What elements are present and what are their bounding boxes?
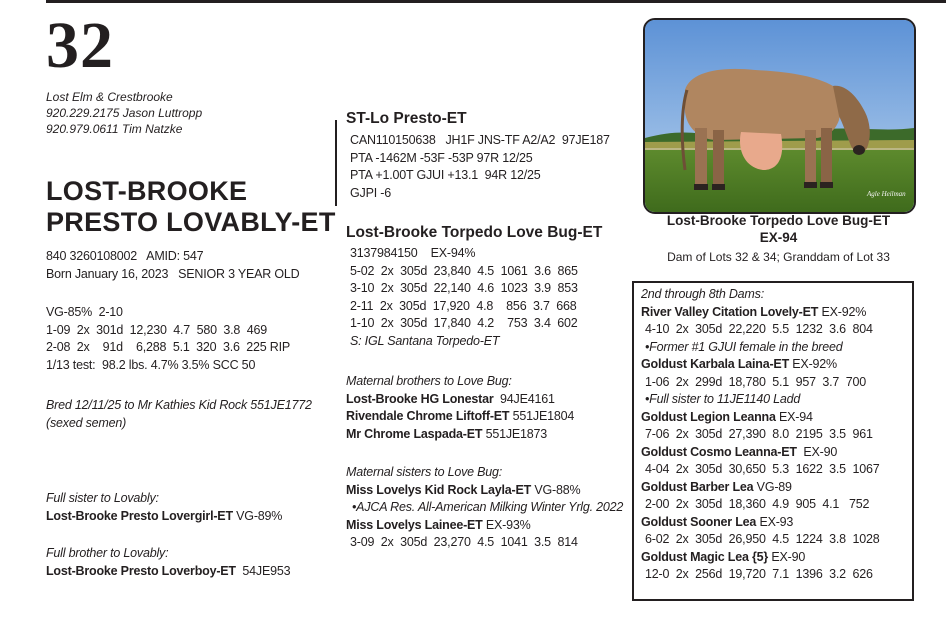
dam-name: Goldust Legion Leanna (641, 409, 776, 424)
photo-caption (643, 212, 914, 246)
sire-info (350, 132, 610, 202)
pedigree-bracket (335, 120, 337, 206)
dam-entry (641, 356, 913, 374)
top-rule (46, 0, 946, 3)
dam-record: 2-00 2x 305d 18,360 4.9 905 4.1 752 (645, 497, 870, 511)
sister-note: •AJCA Res. All-American Milking Winter Yrlg. 2022 (352, 500, 624, 514)
sister-record: 3-09 2x 305d 23,270 4.5 1041 3.5 814 (350, 535, 578, 549)
dam-name: Lost-Brooke Torpedo Love Bug-ET (346, 224, 603, 241)
classification: VG-85% 2-10 (46, 305, 123, 319)
brother-name: Mr Chrome Laspada-ET (346, 426, 483, 441)
sire-line: PTA -1462M -53F -53P 97R 12/25 (350, 150, 533, 165)
dam-record: 1-06 2x 299d 18,780 5.1 957 3.7 700 (645, 374, 866, 389)
animal-id-block (46, 248, 300, 283)
dam-entry (641, 549, 913, 567)
dam-name: Goldust Barber Lea (641, 479, 754, 494)
full-brother-block (46, 545, 290, 580)
animal-name-line-1: LOST-BROOKE (46, 176, 248, 206)
dam-record: 12-0 2x 256d 19,720 7.1 1396 3.2 626 (645, 567, 873, 581)
dam-record: 1-10 2x 305d 17,840 4.2 753 3.4 602 (350, 316, 578, 330)
brother-id: 551JE1804 (509, 409, 575, 423)
record-row: 1-09 2x 301d 12,230 4.7 580 3.8 469 (46, 322, 267, 337)
sister-score: EX-93% (482, 517, 531, 532)
caption-name: Lost-Brooke Torpedo Love Bug-ET (666, 213, 891, 228)
dam-score: EX-92% (818, 304, 867, 319)
sire-line: CAN110150638 JH1F JNS-TF A2/A2 97JE187 (350, 133, 610, 147)
sister-name: Miss Lovelys Lainee-ET (346, 517, 483, 532)
photo-signature: Agle Heilman (867, 190, 906, 198)
consignor-block (46, 89, 202, 137)
dam-record: 4-04 2x 305d 30,650 5.3 1622 3.5 1067 (645, 462, 880, 476)
dam-note: •Former #1 GJUI female in the breed (645, 339, 843, 354)
maternal-sisters-label: Maternal sisters to Love Bug: (346, 465, 503, 479)
animal-id: 840 3260108002 AMID: 547 (46, 249, 204, 263)
dam-name: River Valley Citation Lovely-ET (641, 304, 819, 319)
test-row: 1/13 test: 98.2 lbs. 4.7% 3.5% SCC 50 (46, 357, 256, 372)
sister-score: VG-88% (531, 482, 581, 497)
dam-score: EX-90 (768, 549, 806, 564)
breeding-info (46, 397, 312, 432)
dam-record: 4-10 2x 305d 22,220 5.5 1232 3.6 804 (645, 322, 873, 336)
dam-record: 5-02 2x 305d 23,840 4.5 1061 3.6 865 (350, 263, 578, 278)
cow-image (645, 20, 914, 212)
maternal-brothers-label: Maternal brothers to Love Bug: (346, 374, 512, 388)
animal-name (46, 176, 336, 238)
full-sister-label: Full sister to Lovably: (46, 491, 159, 505)
dam-id: 3137984150 EX-94% (350, 246, 476, 260)
sister-name: Miss Lovelys Kid Rock Layla-ET (346, 482, 532, 497)
production-records (46, 304, 290, 374)
caption-score: EX-94 (759, 230, 798, 245)
caption-note: Dam of Lots 32 & 34; Granddam of Lot 33 (667, 250, 890, 264)
maternal-brothers (346, 373, 574, 443)
dam-info (350, 245, 578, 350)
maternal-sisters (346, 464, 623, 552)
dam-score: EX-92% (789, 357, 837, 371)
consignor-phone-1: 920.229.2175 Jason Luttropp (46, 106, 203, 120)
dam-name: Goldust Magic Lea {5} (641, 549, 769, 564)
lot-number: 32 (46, 9, 114, 82)
dam-sire: S: IGL Santana Torpedo-ET (350, 333, 500, 348)
consignor-phone-2: 920.979.0611 Tim Natzke (46, 122, 183, 136)
dam-score: EX-93 (756, 514, 794, 529)
dams-header: 2nd through 8th Dams: (641, 287, 764, 301)
cow-photo (643, 18, 916, 214)
sire-name: ST-Lo Presto-ET (346, 110, 467, 127)
dam-note: •Full sister to 11JE1140 Ladd (645, 392, 801, 406)
animal-name-line-2: PRESTO LOVABLY-ET (46, 207, 336, 237)
full-sister-score: VG-89% (232, 508, 283, 523)
dam-record: 3-10 2x 305d 22,140 4.6 1023 3.9 853 (350, 281, 578, 295)
dam-entry (641, 514, 913, 532)
dam-entry (641, 444, 913, 462)
dams-list (641, 286, 913, 584)
dam-record: 7-06 2x 305d 27,390 8.0 2195 3.5 961 (645, 427, 873, 441)
full-brother-id: 54JE953 (235, 563, 291, 578)
bred-note: (sexed semen) (46, 415, 127, 430)
dam-entry (641, 409, 913, 427)
brother-id: 551JE1873 (482, 426, 548, 441)
sire-line: PTA +1.00T GJUI +13.1 94R 12/25 (350, 168, 541, 182)
birth-date: Born January 16, 2023 SENIOR 3 YEAR OLD (46, 266, 300, 281)
bred-line: Bred 12/11/25 to Mr Kathies Kid Rock 551JE1772 (46, 398, 312, 412)
full-sister-block (46, 490, 282, 525)
full-brother-label: Full brother to Lovably: (46, 546, 169, 560)
dam-entry (641, 304, 913, 322)
dam-score: EX-94 (775, 409, 813, 424)
dam-score: VG-89 (753, 479, 792, 494)
dam-score: EX-90 (796, 444, 838, 459)
full-sister-name: Lost-Brooke Presto Lovergirl-ET (46, 508, 233, 523)
dam-entry (641, 479, 913, 497)
dam-record: 6-02 2x 305d 26,950 4.5 1224 3.8 1028 (645, 532, 880, 546)
dam-record: 2-11 2x 305d 17,920 4.8 856 3.7 668 (350, 298, 577, 313)
dam-name: Goldust Sooner Lea (641, 514, 757, 529)
record-row: 2-08 2x 91d 6,288 5.1 320 3.6 225 RIP (46, 340, 291, 354)
brother-name: Rivendale Chrome Liftoff-ET (346, 409, 510, 423)
brother-id: 94JE4161 (493, 391, 555, 406)
sire-line: GJPI -6 (350, 185, 391, 200)
consignor-farm: Lost Elm & Crestbrooke (46, 90, 173, 104)
dam-name: Goldust Karbala Laina-ET (641, 357, 790, 371)
full-brother-name: Lost-Brooke Presto Loverboy-ET (46, 563, 236, 578)
dam-name: Goldust Cosmo Leanna-ET (641, 444, 797, 459)
brother-name: Lost-Brooke HG Lonestar (346, 391, 494, 406)
